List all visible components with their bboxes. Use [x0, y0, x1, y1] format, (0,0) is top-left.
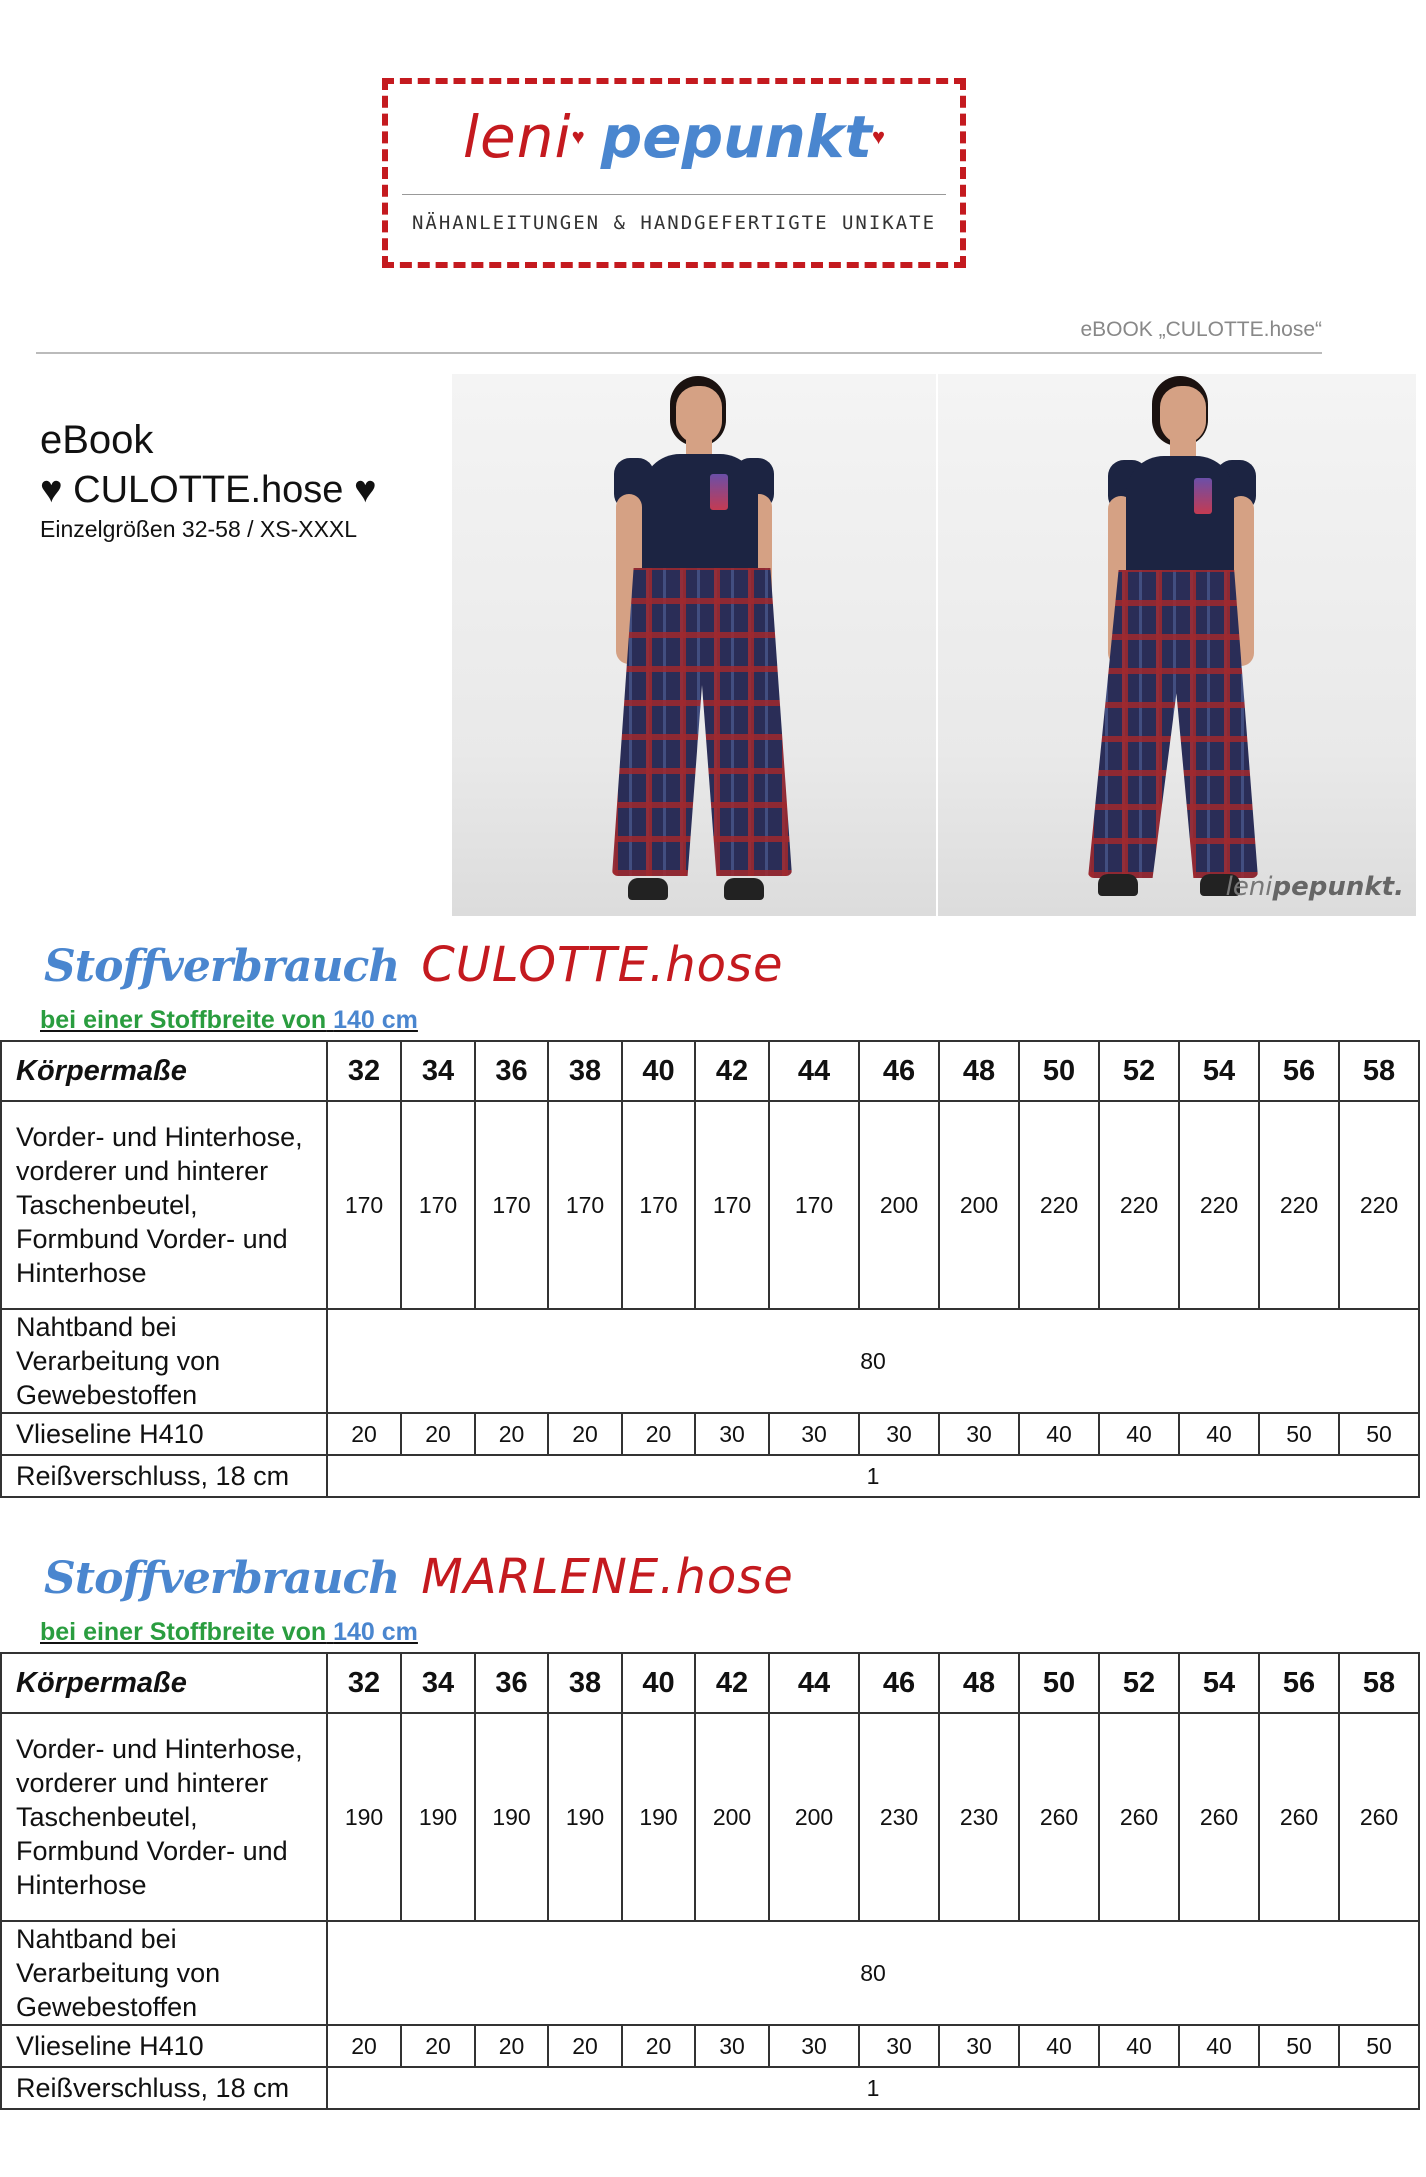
logo-pepunkt: pepunkt — [600, 103, 873, 171]
table-cell: 40 — [1179, 2025, 1259, 2067]
table-row — [1, 1713, 1419, 1921]
table-cell: 190 — [548, 1713, 622, 1921]
table-cell: 190 — [475, 1713, 548, 1921]
table-cell: 20 — [401, 1413, 475, 1455]
table-cell-span: 80 — [327, 1921, 1419, 2025]
size-header: 40 — [622, 1653, 695, 1713]
table-cell: 260 — [1259, 1713, 1339, 1921]
ebook-name: ♥ CULOTTE.hose ♥ — [40, 469, 377, 511]
table-row — [1, 1413, 1419, 1455]
table-cell: 30 — [695, 2025, 769, 2067]
table-cell: 40 — [1099, 1413, 1179, 1455]
table-cell: 220 — [1099, 1101, 1179, 1309]
product-photo-front — [452, 374, 936, 916]
size-header: 46 — [859, 1041, 939, 1101]
size-header: 40 — [622, 1041, 695, 1101]
header-label: Körpermaße — [1, 1653, 327, 1713]
size-header: 42 — [695, 1041, 769, 1101]
table-cell: 200 — [939, 1101, 1019, 1309]
size-table-culotte — [0, 1040, 1420, 1498]
heart-icon: ♥ — [571, 124, 585, 149]
table-cell: 30 — [859, 1413, 939, 1455]
logo-divider — [402, 194, 946, 195]
table-cell: 220 — [1339, 1101, 1419, 1309]
table-cell: 170 — [548, 1101, 622, 1309]
table-cell: 220 — [1019, 1101, 1099, 1309]
header-label: Körpermaße — [1, 1041, 327, 1101]
table-cell: 220 — [1259, 1101, 1339, 1309]
table-cell: 40 — [1019, 1413, 1099, 1455]
size-header: 46 — [859, 1653, 939, 1713]
table-cell: 20 — [327, 2025, 401, 2067]
row-label: Reißverschluss, 18 cm — [1, 1455, 327, 1497]
brand-logo — [382, 78, 966, 268]
table-cell: 30 — [939, 1413, 1019, 1455]
row-label: Nahtband bei Verarbeitung von Gewebestoffen — [1, 1309, 327, 1413]
table-cell: 20 — [475, 1413, 548, 1455]
table-cell: 170 — [695, 1101, 769, 1309]
size-header: 48 — [939, 1041, 1019, 1101]
table-cell: 200 — [859, 1101, 939, 1309]
table-cell: 30 — [695, 1413, 769, 1455]
table-cell: 170 — [401, 1101, 475, 1309]
table-cell: 30 — [769, 1413, 859, 1455]
table-cell: 260 — [1019, 1713, 1099, 1921]
table-cell: 220 — [1179, 1101, 1259, 1309]
table-cell-span: 1 — [327, 2067, 1419, 2109]
table-cell: 190 — [622, 1713, 695, 1921]
table-row — [1, 2025, 1419, 2067]
table-cell: 30 — [859, 2025, 939, 2067]
size-header: 38 — [548, 1653, 622, 1713]
table-cell: 20 — [622, 2025, 695, 2067]
table-cell-span: 80 — [327, 1309, 1419, 1413]
table-row — [1, 2067, 1419, 2109]
size-header: 34 — [401, 1041, 475, 1101]
size-header: 32 — [327, 1653, 401, 1713]
size-header: 50 — [1019, 1041, 1099, 1101]
table-cell: 230 — [939, 1713, 1019, 1921]
table-cell: 30 — [769, 2025, 859, 2067]
table-cell: 170 — [475, 1101, 548, 1309]
ebook-sizes: Einzelgrößen 32-58 / XS-XXXL — [40, 516, 358, 542]
table-row — [1, 1309, 1419, 1413]
size-header: 56 — [1259, 1653, 1339, 1713]
size-header: 50 — [1019, 1653, 1099, 1713]
table-cell: 200 — [695, 1713, 769, 1921]
table-cell: 260 — [1339, 1713, 1419, 1921]
table-cell: 230 — [859, 1713, 939, 1921]
section-title-marlene: Stoffverbrauch MARLENE.hose — [44, 1549, 794, 1605]
size-header: 54 — [1179, 1041, 1259, 1101]
table-cell: 260 — [1099, 1713, 1179, 1921]
table-cell: 50 — [1339, 1413, 1419, 1455]
row-label: Nahtband bei Verarbeitung von Gewebestoffen — [1, 1921, 327, 2025]
size-header: 36 — [475, 1653, 548, 1713]
table-cell: 20 — [548, 2025, 622, 2067]
row-label: Vlieseline H410 — [1, 2025, 327, 2067]
size-header: 52 — [1099, 1041, 1179, 1101]
header-divider — [36, 352, 1322, 354]
row-label: Vorder- und Hinterhose, vorderer und hinterer Taschenbeutel, Formbund Vorder- und Hinterhose — [1, 1713, 327, 1921]
row-label: Vorder- und Hinterhose, vorderer und hinterer Taschenbeutel, Formbund Vorder- und Hinterhose — [1, 1101, 327, 1309]
table-cell: 20 — [327, 1413, 401, 1455]
size-header: 48 — [939, 1653, 1019, 1713]
table-cell: 40 — [1099, 2025, 1179, 2067]
logo-leni: leni — [462, 103, 572, 171]
size-header: 34 — [401, 1653, 475, 1713]
size-header: 58 — [1339, 1653, 1419, 1713]
section-subtitle-marlene: bei einer Stoffbreite von 140 cm — [40, 1618, 418, 1646]
table-cell: 190 — [401, 1713, 475, 1921]
table-row — [1, 1455, 1419, 1497]
table-cell: 170 — [622, 1101, 695, 1309]
table-cell: 30 — [939, 2025, 1019, 2067]
document-label: eBOOK „CULOTTE.hose“ — [1080, 318, 1322, 341]
logo-tagline: NÄHANLEITUNGEN & HANDGEFERTIGTE UNIKATE — [411, 212, 937, 234]
size-header: 54 — [1179, 1653, 1259, 1713]
table-row — [1, 1921, 1419, 2025]
table-cell: 20 — [622, 1413, 695, 1455]
table-cell-span: 1 — [327, 1455, 1419, 1497]
table-cell: 170 — [769, 1101, 859, 1309]
table-header-row — [1, 1041, 1419, 1101]
section-subtitle-culotte: bei einer Stoffbreite von 140 cm — [40, 1006, 418, 1034]
size-header: 58 — [1339, 1041, 1419, 1101]
table-cell: 260 — [1179, 1713, 1259, 1921]
size-header: 56 — [1259, 1041, 1339, 1101]
size-header: 42 — [695, 1653, 769, 1713]
table-cell: 20 — [401, 2025, 475, 2067]
table-cell: 20 — [475, 2025, 548, 2067]
row-label: Reißverschluss, 18 cm — [1, 2067, 327, 2109]
row-label: Vlieseline H410 — [1, 1413, 327, 1455]
table-cell: 40 — [1019, 2025, 1099, 2067]
table-row — [1, 1101, 1419, 1309]
photo-watermark: lenipepunkt. — [1225, 872, 1404, 902]
size-header: 32 — [327, 1041, 401, 1101]
table-header-row — [1, 1653, 1419, 1713]
product-photo-side — [938, 374, 1416, 916]
table-cell: 170 — [327, 1101, 401, 1309]
size-table-marlene — [0, 1652, 1420, 2110]
table-cell: 50 — [1339, 2025, 1419, 2067]
section-title-culotte: Stoffverbrauch CULOTTE.hose — [44, 937, 784, 993]
table-cell: 20 — [548, 1413, 622, 1455]
ebook-title: eBook — [40, 418, 154, 462]
table-cell: 50 — [1259, 2025, 1339, 2067]
size-header: 36 — [475, 1041, 548, 1101]
size-header: 44 — [769, 1653, 859, 1713]
table-cell: 190 — [327, 1713, 401, 1921]
size-header: 44 — [769, 1041, 859, 1101]
heart-icon: ♥ — [872, 124, 886, 149]
size-header: 52 — [1099, 1653, 1179, 1713]
table-cell: 200 — [769, 1713, 859, 1921]
size-header: 38 — [548, 1041, 622, 1101]
table-cell: 50 — [1259, 1413, 1339, 1455]
table-cell: 40 — [1179, 1413, 1259, 1455]
logo-title — [388, 102, 960, 173]
